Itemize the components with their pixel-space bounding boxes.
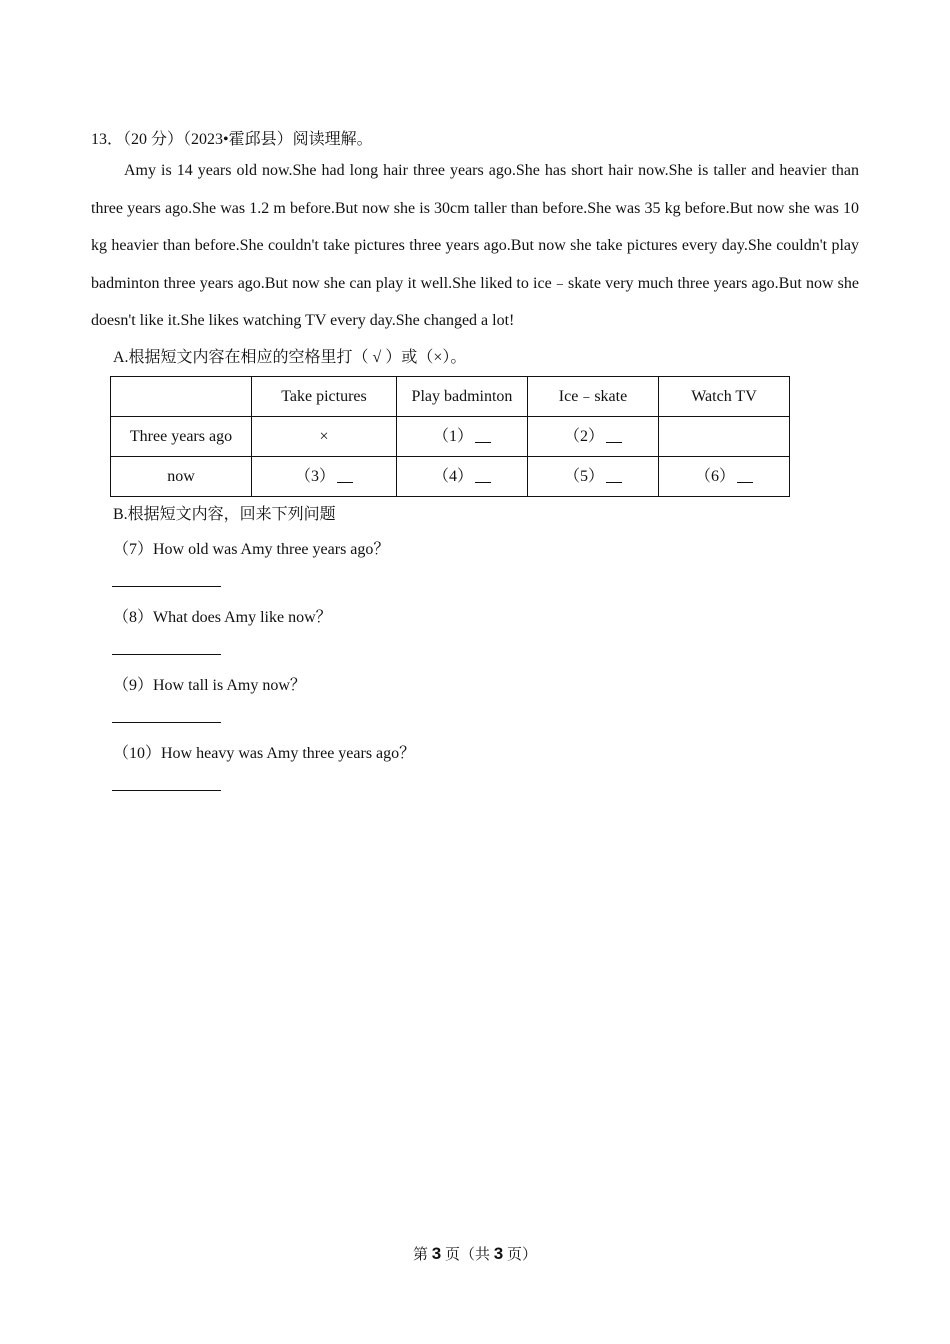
table-cell [659, 417, 790, 457]
blank-number: （6） [694, 468, 735, 485]
blank-line [737, 468, 753, 483]
question-8: （8）What does Amy like now？ [113, 609, 332, 626]
table-cell-blank[interactable] [397, 457, 528, 497]
page-footer [0, 1243, 950, 1264]
answer-line-7[interactable] [112, 586, 221, 587]
table-cell-blank[interactable] [659, 457, 790, 497]
table-row [111, 417, 790, 457]
row-label: Three years ago [111, 417, 252, 457]
table-header-cell: Watch TV [659, 377, 790, 417]
table-header-row [111, 377, 790, 417]
footer-prefix: 第 [413, 1247, 429, 1263]
blank-number: （3） [294, 468, 335, 485]
table-cell-blank[interactable] [252, 457, 397, 497]
table-cell-blank[interactable] [528, 457, 659, 497]
table-header-cell: Take pictures [252, 377, 397, 417]
blank-line [475, 468, 491, 483]
question-9: （9）How tall is Amy now？ [113, 677, 306, 694]
table-cell-blank[interactable] [528, 417, 659, 457]
table-cell: × [252, 417, 397, 457]
blank-line [606, 428, 622, 443]
footer-page-number: 3 [431, 1244, 442, 1263]
table-header-cell: Play badminton [397, 377, 528, 417]
table-header-cell: Ice﹣skate [528, 377, 659, 417]
table-header-cell [111, 377, 252, 417]
blank-line [606, 468, 622, 483]
table-cell-blank[interactable] [397, 417, 528, 457]
question-header: 13．（20 分）（2023•霍邱县）阅读理解。 [91, 131, 373, 148]
blank-number: （5） [563, 468, 604, 485]
blank-number: （2） [563, 428, 604, 445]
part-a-instruction: A.根据短文内容在相应的空格里打（ √ ）或（×）。 [113, 349, 467, 366]
passage-text: Amy is 14 years old now.She had long hair three years ago.She has short hair now.She is taller and heavier than three years ago.She was 1.2 m before.But now she is 30cm taller than before.She was 35 kg before.But now she was 10 kg heavier than before.She couldn't take pictures three years ago.But now she take pictures every day.She couldn't play badminton three years ago.But now she can play it well.She liked to ice﹣skate very much three years ago.But now she doesn't like it.She likes watching TV every day.She changed a lot! [91, 162, 859, 329]
table-row [111, 457, 790, 497]
answer-line-9[interactable] [112, 722, 221, 723]
blank-number: （1） [432, 428, 473, 445]
blank-number: （4） [432, 468, 473, 485]
blank-line [475, 428, 491, 443]
footer-middle: 页（共 [444, 1247, 490, 1263]
blank-line [337, 468, 353, 483]
footer-total-pages: 3 [493, 1244, 504, 1263]
part-b-instruction: B.根据短文内容，回来下列问题 [113, 506, 336, 523]
row-label: now [111, 457, 252, 497]
answer-line-10[interactable] [112, 790, 221, 791]
question-10: （10）How heavy was Amy three years ago？ [113, 745, 416, 762]
footer-suffix: 页） [506, 1247, 537, 1263]
reading-passage [91, 152, 859, 340]
question-7: （7）How old was Amy three years ago？ [113, 541, 390, 558]
answer-line-8[interactable] [112, 654, 221, 655]
answer-table [110, 376, 790, 497]
